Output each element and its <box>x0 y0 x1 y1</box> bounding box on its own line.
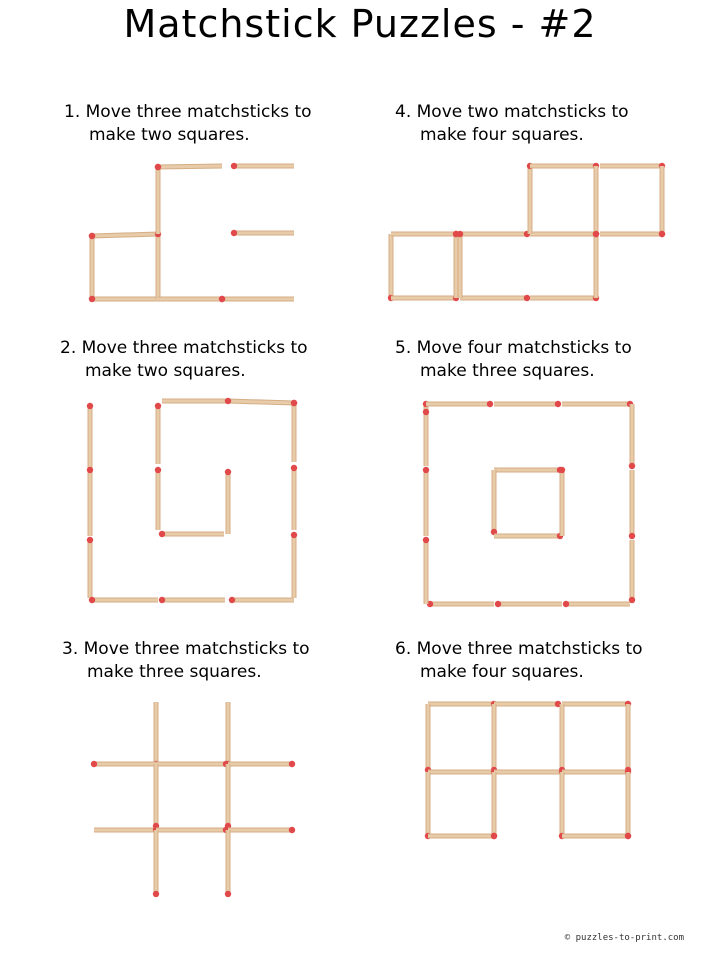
matchstick <box>228 400 297 406</box>
matchstick <box>423 537 429 604</box>
matchstick-head <box>659 231 665 237</box>
matchstick-head <box>91 761 97 767</box>
matchstick <box>153 764 159 829</box>
matchstick <box>231 163 294 169</box>
matchstick-head <box>291 532 297 538</box>
puzzle-number: 3. <box>62 639 79 659</box>
puzzle-number: 2. <box>60 338 77 358</box>
matchstick <box>291 400 297 462</box>
matchstick <box>460 295 530 301</box>
matchstick <box>87 467 93 536</box>
matchstick <box>625 772 631 839</box>
matchstick <box>425 704 431 773</box>
puzzle-instruction-line1: Move four matchsticks to <box>416 338 632 358</box>
puzzle-2-matchsticks <box>87 398 297 603</box>
matchstick-head <box>457 231 463 237</box>
matchstick-head <box>289 827 295 833</box>
puzzle-instruction-line2: make four squares. <box>420 125 584 145</box>
matchstick <box>155 467 161 530</box>
matchstick <box>388 234 394 301</box>
matchstick <box>89 233 158 239</box>
puzzle-number: 4. <box>395 102 412 122</box>
site-credit: © puzzles-to-print.com <box>564 933 684 943</box>
matchstick <box>225 830 231 897</box>
matchstick <box>527 163 533 234</box>
matchstick <box>428 833 497 839</box>
matchstick-head <box>159 597 165 603</box>
matchstick <box>530 163 599 169</box>
matchstick <box>159 597 225 603</box>
matchstick <box>231 230 294 236</box>
matchstick <box>530 295 599 301</box>
matchstick-head <box>229 597 235 603</box>
matchstick <box>229 597 294 603</box>
matchstick <box>94 827 159 833</box>
matchstick <box>153 830 159 897</box>
matchstick <box>423 409 429 466</box>
puzzle-instruction-line2: make four squares. <box>420 662 584 682</box>
matchstick <box>391 295 459 301</box>
matchstick <box>228 761 295 767</box>
matchstick-head <box>423 409 429 415</box>
matchstick <box>291 532 297 598</box>
matchstick <box>625 704 631 773</box>
matchstick <box>155 164 222 170</box>
matchstick-head <box>563 601 569 607</box>
matchstick <box>494 401 561 407</box>
matchstick-head <box>231 230 237 236</box>
matchstick-head <box>225 469 231 475</box>
matchstick <box>659 166 665 237</box>
matchstick <box>155 231 161 299</box>
puzzle-3-matchsticks <box>91 702 295 897</box>
matchstick <box>162 398 231 404</box>
matchstick <box>563 601 630 607</box>
matchstick <box>562 701 631 707</box>
matchstick <box>629 540 635 603</box>
matchstick-head <box>423 537 429 543</box>
puzzle-4-matchsticks <box>388 163 665 301</box>
matchstick <box>426 401 493 407</box>
matchstick <box>491 470 497 535</box>
puzzle-number: 5. <box>395 338 412 358</box>
matchstick <box>225 764 231 829</box>
matchstick <box>629 470 635 539</box>
matchstick-head <box>219 296 225 302</box>
matchstick <box>153 702 159 767</box>
matchstick-head <box>625 833 631 839</box>
matchstick <box>225 702 231 767</box>
puzzle-6-matchsticks <box>425 701 631 839</box>
puzzle-instruction-line2: make two squares. <box>89 125 250 145</box>
matchstick <box>87 537 93 598</box>
matchstick <box>600 231 665 237</box>
matchstick <box>89 233 95 299</box>
matchstick <box>562 833 631 839</box>
matchstick <box>89 296 158 302</box>
matchstick-head <box>225 398 231 404</box>
matchstick <box>427 601 494 607</box>
matchstick <box>494 769 565 775</box>
matchstick <box>600 163 665 169</box>
matchstick <box>428 701 497 707</box>
matchstick <box>156 761 229 767</box>
puzzle-number: 1. <box>64 102 81 122</box>
matchstick-head <box>559 467 565 473</box>
matchstick <box>460 231 530 237</box>
matchstick <box>562 769 631 775</box>
matchstick-head <box>524 295 530 301</box>
puzzle-instruction-line1: Move three matchsticks to <box>83 639 310 659</box>
puzzle-1-matchsticks <box>89 163 294 302</box>
matchstick <box>158 296 225 302</box>
puzzle-instruction-line2: make three squares. <box>420 361 595 381</box>
matchstick <box>225 469 231 534</box>
matchstick-head <box>87 403 93 409</box>
matchstick-head <box>555 401 561 407</box>
matchstick <box>559 467 565 536</box>
matchstick-head <box>487 401 493 407</box>
matchstick <box>159 531 224 537</box>
matchstick-head <box>155 403 161 409</box>
matchstick-head <box>89 233 95 239</box>
matchstick <box>530 231 599 237</box>
matchstick-head <box>89 296 95 302</box>
page-title: Matchstick Puzzles - #2 <box>123 2 597 46</box>
matchstick <box>491 772 497 839</box>
matchstick <box>593 231 599 298</box>
matchstick <box>291 465 297 530</box>
matchstick <box>491 704 497 773</box>
matchstick <box>428 769 497 775</box>
matchstick-head <box>491 833 497 839</box>
puzzle-number: 6. <box>395 639 412 659</box>
matchstick-head <box>231 163 237 169</box>
puzzle-instruction-line2: make three squares. <box>87 662 262 682</box>
puzzle-instruction-line1: Move three matchsticks to <box>81 338 308 358</box>
matchstick <box>457 231 463 298</box>
matchstick-head <box>87 467 93 473</box>
matchstick <box>156 827 229 833</box>
matchstick-head <box>291 465 297 471</box>
puzzle-instruction-line1: Move three matchsticks to <box>85 102 312 122</box>
matchstick-head <box>159 531 165 537</box>
matchstick <box>562 401 633 407</box>
matchstick <box>494 533 563 539</box>
matchstick-head <box>155 164 161 170</box>
puzzle-instruction-line2: make two squares. <box>85 361 246 381</box>
matchstick <box>494 701 561 707</box>
puzzle-5-matchsticks <box>423 401 635 607</box>
matchstick-head <box>155 467 161 473</box>
matchstick-head <box>153 891 159 897</box>
matchstick <box>494 467 563 473</box>
matchstick <box>559 772 565 839</box>
matchstick <box>219 296 294 302</box>
matchstick-head <box>495 601 501 607</box>
matchstick-head <box>291 400 297 406</box>
matchstick-head <box>593 231 599 237</box>
matchstick <box>155 164 161 234</box>
matchstick <box>87 403 93 470</box>
puzzle-instruction-line1: Move two matchsticks to <box>416 102 629 122</box>
matchstick-head <box>89 597 95 603</box>
matchstick <box>89 597 158 603</box>
matchstick <box>495 601 562 607</box>
matchstick <box>423 467 429 536</box>
matchstick <box>391 231 459 237</box>
matchstick <box>155 403 161 464</box>
matchstick <box>425 772 431 839</box>
matchstick <box>593 166 599 237</box>
matchstick-head <box>629 533 635 539</box>
puzzle-instruction-line1: Move three matchsticks to <box>416 639 643 659</box>
matchstick-head <box>225 891 231 897</box>
matchstick-head <box>629 463 635 469</box>
matchstick-head <box>423 467 429 473</box>
matchstick <box>629 404 635 469</box>
matchstick <box>228 827 295 833</box>
matchstick-head <box>87 537 93 543</box>
matchstick-head <box>289 761 295 767</box>
matchstick <box>91 761 156 767</box>
matchstick <box>559 704 565 773</box>
